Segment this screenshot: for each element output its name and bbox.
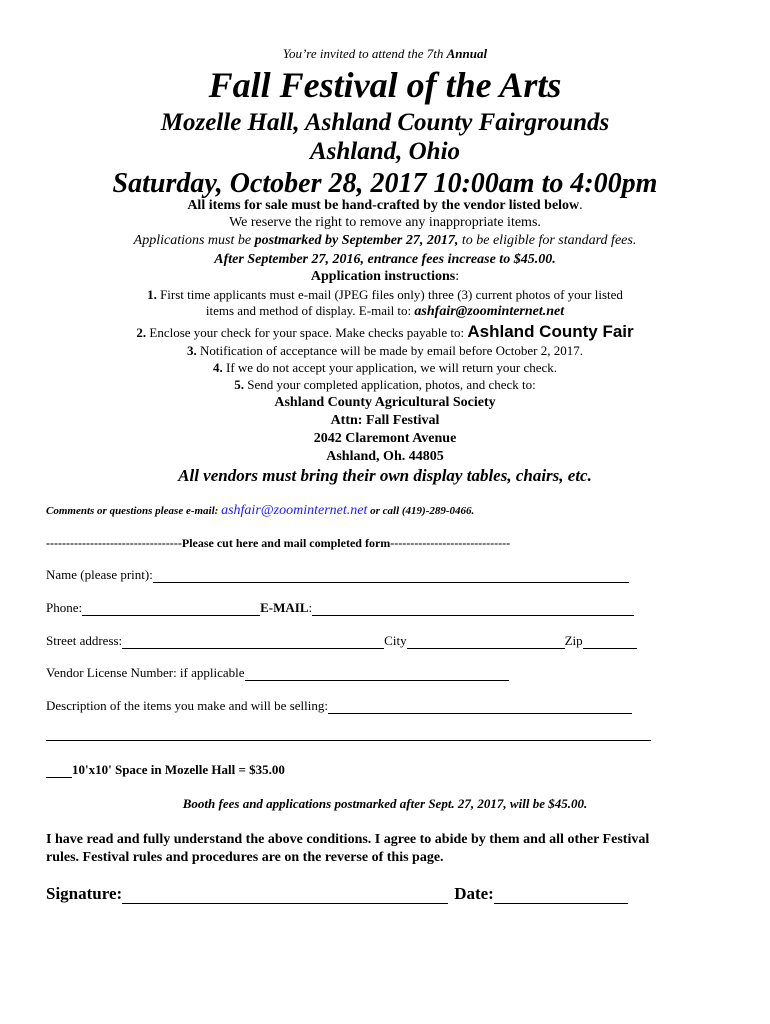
- email-colon: :: [308, 600, 313, 615]
- comments-email-link[interactable]: ashfair@zoominternet.net: [221, 503, 368, 518]
- step-2-text: Enclose your check for your space. Make checks payable to:: [146, 325, 468, 340]
- comments-line: [46, 503, 474, 519]
- address-line-3: 2042 Claremont Avenue: [313, 431, 457, 446]
- email-blank[interactable]: [312, 603, 634, 616]
- address-row: [46, 633, 637, 649]
- zip-blank[interactable]: [583, 636, 637, 649]
- invite-annual: Annual: [446, 46, 488, 61]
- reserve-rule: We reserve the right to remove any inappropriate items.: [229, 215, 541, 230]
- postmark-pre: Applications must be: [133, 233, 255, 248]
- license-row: [46, 665, 509, 681]
- page-title: Fall Festival of the Arts: [208, 65, 562, 105]
- space-option-label: 10'x10' Space in Mozelle Hall = $35.00: [72, 762, 285, 777]
- step-1-text-2: items and method of display. E-mail to:: [205, 303, 415, 318]
- description-blank-line-2[interactable]: [46, 740, 651, 741]
- postmark-rule: [0, 233, 770, 249]
- handcrafted-end: .: [579, 198, 583, 213]
- step-3-number: 3.: [187, 343, 197, 358]
- step-1-email-link[interactable]: ashfair@zoominternet.net: [414, 304, 565, 319]
- postmark-post: to be eligible for standard fees.: [458, 233, 637, 248]
- city-blank[interactable]: [407, 636, 565, 649]
- phone-blank[interactable]: [82, 603, 260, 616]
- comments-pre: Comments or questions please e-mail:: [46, 505, 222, 517]
- booth-fee-note: Booth fees and applications postmarked after Sept. 27, 2017, will be $45.00.: [182, 796, 588, 811]
- step-3: [0, 343, 770, 359]
- step-5-number: 5.: [234, 377, 245, 392]
- license-blank[interactable]: [245, 668, 509, 681]
- phone-email-row: [46, 600, 634, 616]
- step-4: [0, 360, 770, 376]
- instructions-heading: [0, 269, 770, 285]
- date-blank[interactable]: [494, 889, 628, 904]
- city-line: Ashland, Ohio: [309, 138, 461, 165]
- signature-label: Signature:: [46, 884, 123, 903]
- vendors-note: All vendors must bring their own display tables, chairs, etc.: [178, 466, 592, 485]
- instructions-heading-text: Application instructions: [310, 269, 456, 284]
- venue-line: Mozelle Hall, Ashland County Fairgrounds: [160, 109, 610, 136]
- description-row: [46, 698, 632, 714]
- step-2: [0, 322, 770, 342]
- step-1: [0, 287, 770, 303]
- handcrafted-rule: [0, 198, 770, 214]
- step-5: [0, 377, 770, 393]
- instructions-colon: :: [455, 269, 460, 284]
- address-line-1: Ashland County Agricultural Society: [274, 395, 496, 410]
- invite-line: [0, 46, 770, 62]
- postmark-deadline: postmarked by September 27, 2017,: [254, 233, 459, 248]
- comments-post: or call (419)-289-0466.: [367, 505, 475, 517]
- phone-label: Phone:: [46, 600, 83, 615]
- step-4-text: If we do not accept your application, we will return your check.: [222, 360, 558, 375]
- step-4-number: 4.: [212, 360, 223, 375]
- step-1-continued: [0, 303, 770, 320]
- street-blank[interactable]: [122, 636, 384, 649]
- license-label: Vendor License Number: if applicable: [46, 665, 245, 680]
- city-label: City: [384, 633, 407, 648]
- payee-name: Ashland County Fair: [467, 322, 634, 341]
- address-line-4: Ashland, Oh. 44805: [326, 449, 444, 464]
- late-fee-rule: After September 27, 2016, entrance fees increase to $45.00.: [214, 252, 556, 267]
- space-checkbox-blank[interactable]: [46, 765, 72, 778]
- name-blank[interactable]: [153, 570, 629, 583]
- step-1-text: First time applicants must e-mail (JPEG files only) three (3) current photos of your listed: [156, 287, 623, 302]
- step-3-text: Notification of acceptance will be made by email before October 2, 2017.: [196, 343, 583, 358]
- address-line-2: Attn: Fall Festival: [330, 413, 440, 428]
- name-field-row: [46, 567, 629, 583]
- description-blank[interactable]: [328, 701, 632, 714]
- agreement-text: I have read and fully understand the above conditions. I agree to abide by them and all other Festival rules. Festival rules and procedures are on the reverse of this page.: [46, 832, 650, 865]
- street-label: Street address:: [46, 633, 123, 648]
- handcrafted-text: All items for sale must be hand-crafted by the vendor listed below: [187, 198, 580, 213]
- signature-blank[interactable]: [122, 889, 448, 904]
- cut-line: ----------------------------------Please cut here and mail completed form------------------------------: [46, 536, 511, 550]
- zip-label: Zip: [564, 633, 583, 648]
- signature-row: [46, 884, 628, 904]
- name-label: Name (please print):: [46, 567, 153, 582]
- email-label: E-MAIL: [260, 600, 309, 615]
- space-option-row: [46, 762, 285, 778]
- step-2-number: 2.: [136, 325, 147, 340]
- invite-text: You’re invited to attend the 7th: [282, 46, 447, 61]
- description-label: Description of the items you make and will be selling:: [46, 698, 328, 713]
- date-label: Date:: [454, 884, 494, 903]
- step-1-number: 1.: [147, 287, 157, 302]
- step-5-text: Send your completed application, photos, and check to:: [244, 377, 536, 392]
- event-date: Saturday, October 28, 2017 10:00am to 4:00pm: [112, 168, 658, 199]
